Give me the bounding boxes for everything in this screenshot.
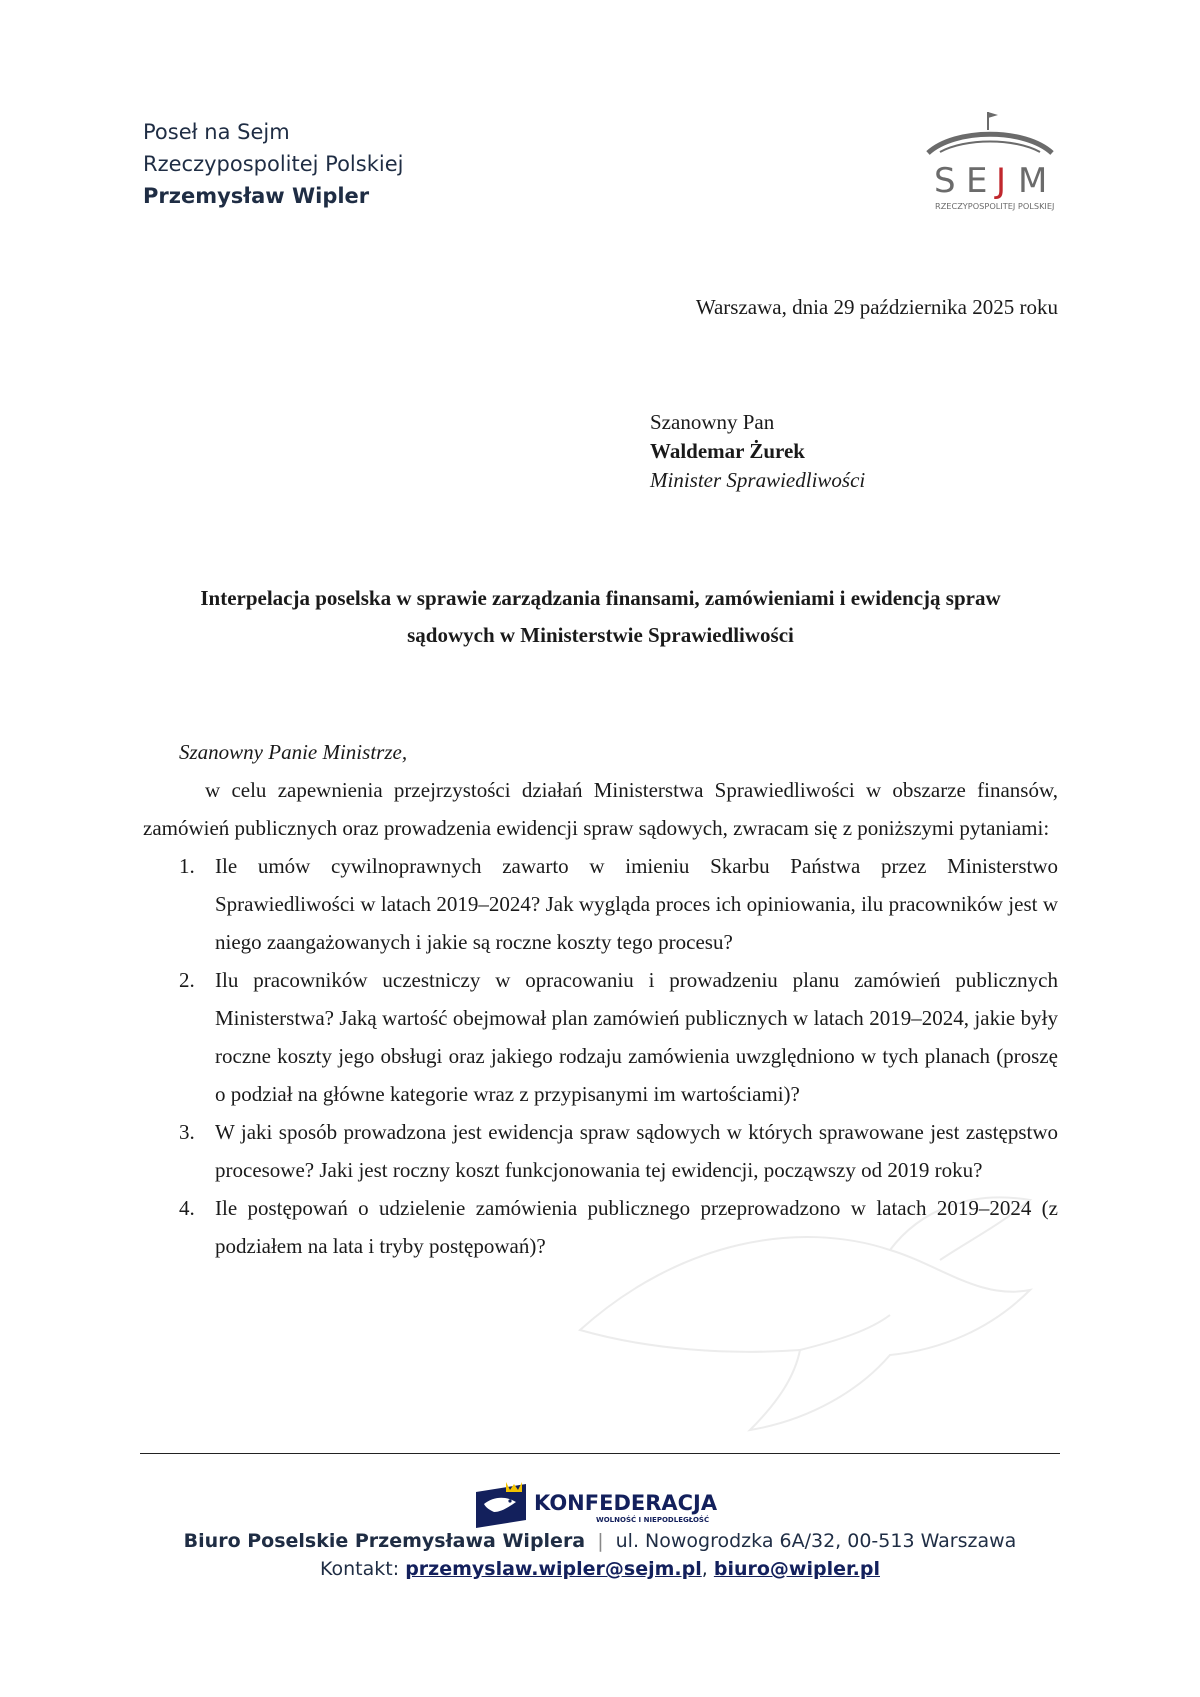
konfederacja-logo: [476, 1482, 736, 1532]
dome-inner-arc-icon: [940, 142, 1040, 153]
subject-line1: Interpelacja poselska w sprawie zarządzania finansami, zamówieniami i ewidencją spraw: [200, 586, 1001, 610]
logo-letter-j: J: [996, 161, 1007, 201]
sejm-logo: [920, 108, 1060, 214]
question-number: 2.: [179, 968, 195, 992]
sender-name: Przemysław Wipler: [143, 184, 370, 208]
recipient-name: Waldemar Żurek: [650, 439, 805, 463]
email-link-sejm[interactable]: przemyslaw.wipler@sejm.pl: [405, 1558, 702, 1580]
separator: |: [597, 1530, 604, 1552]
dome-arc-icon: [928, 134, 1052, 153]
list-item: [143, 961, 1058, 1113]
list-item: [143, 1113, 1058, 1189]
sender-line1: Poseł na Sejm: [143, 120, 290, 144]
party-name: KONFEDERACJA: [534, 1491, 718, 1515]
flag-icon: [988, 112, 998, 118]
email-comma: ,: [701, 1558, 708, 1580]
email-link-biuro[interactable]: biuro@wipler.pl: [713, 1558, 880, 1580]
question-text: W jaki sposób prowadzona jest ewidencja spraw sądowych w których sprawowane jest zastępstwo procesowe? Jaki jest roczny koszt funkcjonowania tej ewidencji, począwszy od 2019 roku?: [215, 1120, 1058, 1182]
recipient-block: [650, 408, 865, 495]
intro-paragraph: w celu zapewnienia przejrzystości działań Ministerstwa Sprawiedliwości w obszarze finansów, zamówień publicznych oraz prowadzenia ewidencji spraw sądowych, zwracam się z poniższymi pytaniami:: [143, 778, 1058, 840]
sender-block: [143, 116, 403, 212]
recipient-greeting: Szanowny Pan: [650, 410, 775, 434]
office-name: Biuro Poselskie Przemysława Wiplera: [183, 1530, 586, 1552]
sender-line2: Rzeczypospolitej Polskiej: [143, 152, 404, 176]
footer-divider: [140, 1453, 1060, 1454]
salutation: Szanowny Panie Ministrze,: [179, 740, 408, 764]
logo-subtitle: RZECZYPOSPOLITEJ POLSKIEJ: [935, 201, 1055, 211]
list-item: [143, 847, 1058, 961]
letter-date: Warszawa, dnia 29 października 2025 roku: [695, 295, 1058, 319]
subject-line2: sądowych w Ministerstwie Sprawiedliwości: [407, 623, 794, 647]
question-text: Ile postępowań o udzielenie zamówienia publicznego przeprowadzono w latach 2019–2024 (z podziałem na lata i tryby postępowań)?: [215, 1196, 1058, 1258]
logo-letter-s: S: [934, 161, 956, 201]
letter-subject: [143, 580, 1058, 654]
contact-line: [0, 1558, 1200, 1580]
question-text: Ile umów cywilnoprawnych zawarto w imieniu Skarbu Państwa przez Ministerstwo Sprawiedliwości w latach 2019–2024? Jak wygląda proces ich opiniowania, ilu pracowników jest w niego zaangażowanych i jakie są roczne koszty tego procesu?: [215, 854, 1058, 954]
questions-list: [143, 847, 1058, 1265]
question-number: 1.: [179, 854, 195, 878]
recipient-title: Minister Sprawiedliwości: [650, 468, 866, 492]
contact-label: Kontakt:: [320, 1558, 400, 1580]
logo-letter-e: E: [966, 161, 988, 201]
letter-body: [143, 733, 1058, 1265]
office-address: ul. Nowogrodzka 6A/32, 00-513 Warszawa: [615, 1530, 1017, 1552]
question-number: 4.: [179, 1196, 195, 1220]
office-address-line: [0, 1530, 1200, 1552]
question-text: Ilu pracowników uczestniczy w opracowaniu i prowadzeniu planu zamówień publicznych Ministerstwa? Jaką wartość obejmował plan zamówień publicznych w latach 2019–2024, jakie były roczne koszty jego obsługi oraz jakiego rodzaju zamówienia uwzględniono w tych planach (proszę o podział na główne kategorie wraz z przypisanymi im wartościami)?: [215, 968, 1058, 1106]
party-tagline: WOLNOŚĆ I NIEPODLEGŁOŚĆ: [596, 1516, 710, 1524]
logo-letter-m: M: [1018, 161, 1048, 201]
question-number: 3.: [179, 1120, 195, 1144]
eagle-crown-icon: [476, 1482, 526, 1528]
list-item: [143, 1189, 1058, 1265]
